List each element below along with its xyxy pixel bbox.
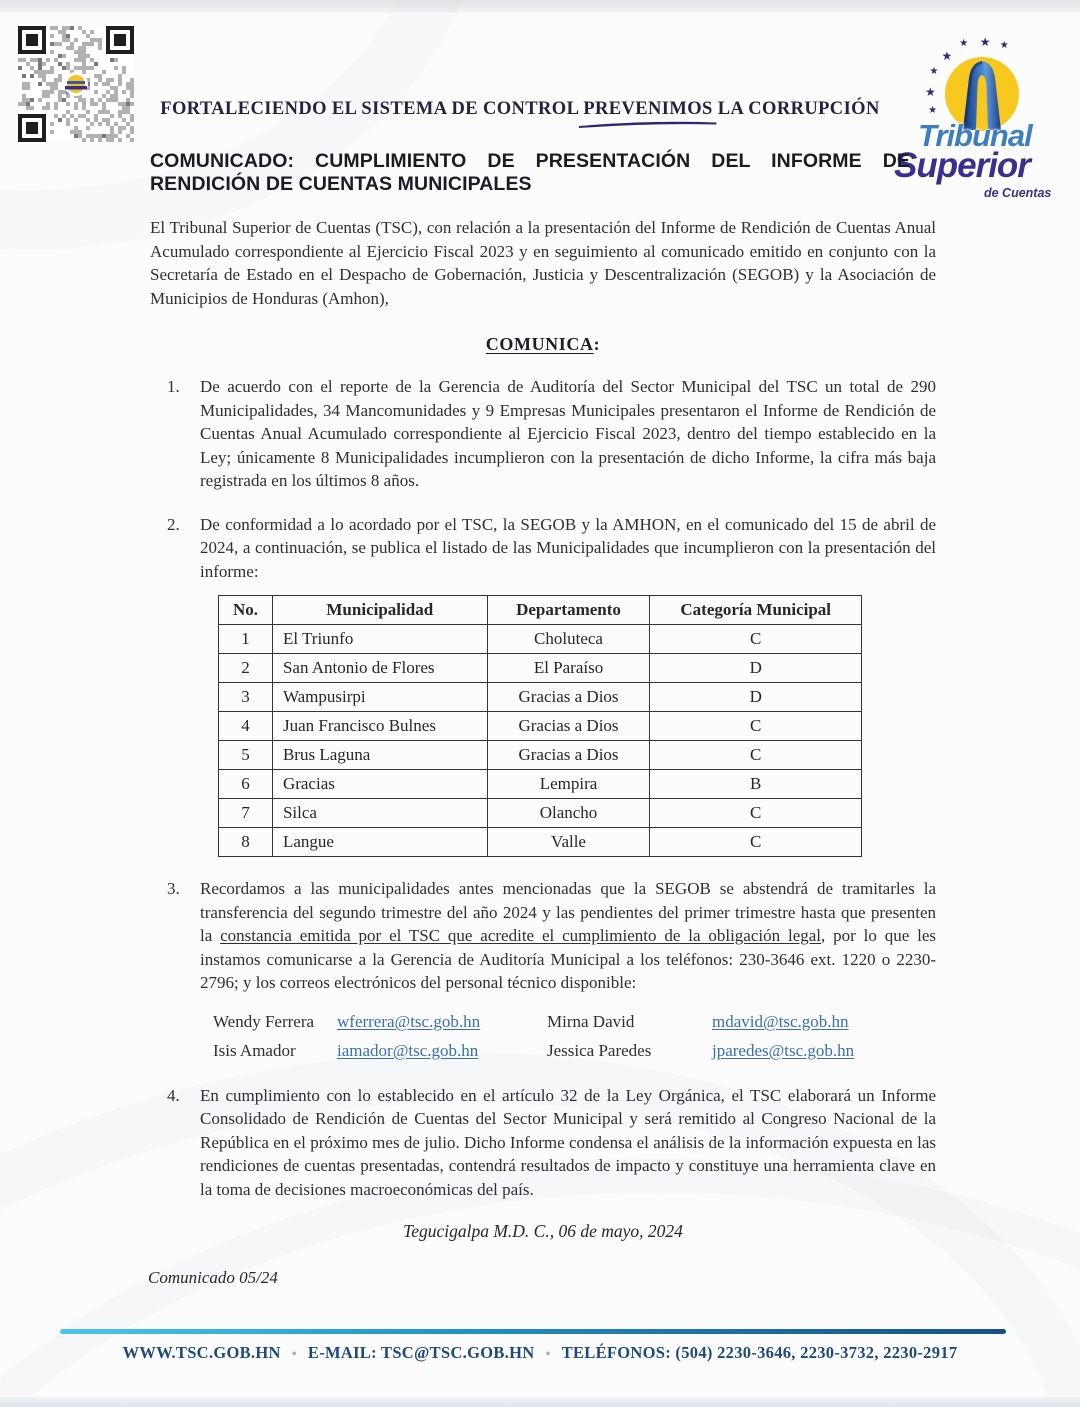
table-cell: 2: [219, 654, 273, 683]
table-row: [219, 741, 862, 770]
item-number: 4.: [167, 1085, 180, 1105]
column-header-departamento: Departamento: [487, 596, 650, 625]
item-text: Recordamos a las municipalidades antes mencionadas que la SEGOB se abstendrá de tramitarles la transferencia del segundo trimestre del año 2024 y las pendientes del primer trimestre hasta que presenten la constancia emitida por el TSC que acredite el cumplimiento de la obligación legal, por lo que les instamos comunicarse a la Gerencia de Auditoría Municipal a los teléfonos: 230-3646 ext. 1220 o 2230-2796; y los correos electrónicos del personal técnico disponible:: [200, 879, 936, 992]
footer-email: E-MAIL: TSC@TSC.GOB.HN: [307, 1343, 535, 1362]
table-cell: 8: [219, 828, 273, 857]
table-row: [219, 828, 862, 857]
dateline: Tegucigalpa M.D. C., 06 de mayo, 2024: [403, 1221, 683, 1241]
table-cell: 1: [219, 625, 273, 654]
title-line: RENDICIÓN DE CUENTAS MUNICIPALES: [150, 173, 532, 195]
document-body: [150, 150, 936, 1288]
column-header-no: No.: [219, 596, 273, 625]
contact-name: Wendy Ferrera: [213, 1011, 315, 1031]
table-cell: D: [650, 683, 862, 712]
star-icon: ★: [925, 85, 936, 100]
contact-email-link[interactable]: mdavid@tsc.gob.hn: [712, 1011, 849, 1031]
tagline-text: FORTALECIENDO EL SISTEMA DE CONTROL: [160, 99, 584, 119]
table-row: [219, 625, 862, 654]
table-cell: D: [650, 654, 862, 683]
title-line: COMUNICADO: CUMPLIMIENTO DE PRESENTACIÓN DEL INFORME DE: [150, 150, 910, 172]
item-text: De acuerdo con el reporte de la Gerencia de Auditoría del Sector Municipal del TSC un total de 290 Municipalidades, 34 Mancomunidades y 9 Empresas Municipales presentaron el Informe de Rendición de Cuentas Anual Acumulado correspondiente al Ejercicio Fiscal 2023, dentro del tiempo establecido en la Ley; únicamente 8 Municipalidades incumplieron con la presentación de dicho Informe, la cifra más baja registrada en los últimos 8 años.: [200, 377, 936, 490]
page-top-edge: [0, 0, 1080, 13]
item-number: 1.: [167, 377, 180, 396]
table-cell: B: [650, 770, 862, 799]
footer-divider-bar: [60, 1329, 1006, 1334]
tagline-emphasis: PREVENIMOS: [583, 99, 712, 120]
list-item-2: [150, 513, 936, 584]
logo-word-tribunal: Tribunal: [918, 118, 1032, 153]
star-icon: ★: [929, 65, 939, 77]
table-cell: Brus Laguna: [272, 741, 487, 770]
bullet-separator-icon: •: [545, 1347, 551, 1362]
table-cell: C: [650, 712, 862, 741]
item-number: 2.: [167, 514, 180, 534]
table-cell: Juan Francisco Bulnes: [272, 712, 487, 741]
document-title: [150, 150, 910, 196]
table-row: [219, 712, 862, 741]
table-cell: Gracias a Dios: [487, 712, 650, 741]
table-row: [219, 799, 862, 828]
table-row: [219, 683, 862, 712]
table-cell: Valle: [487, 828, 650, 857]
table-cell: C: [650, 625, 862, 654]
underlined-phrase: constancia emitida por el TSC que acredite el cumplimiento de la obligación legal: [220, 926, 822, 945]
item-text: De conformidad a lo acordado por el TSC, la SEGOB y la AMHON, en el comunicado del 15 de abril de 2024, a continuación, se publica el listado de las Municipalidades que incumplieron con la presentación del informe:: [200, 514, 936, 581]
contact-email-link[interactable]: jparedes@tsc.gob.hn: [712, 1040, 855, 1060]
contact-email-link[interactable]: wferrera@tsc.gob.hn: [337, 1011, 481, 1031]
logo-word-superior: Superior: [894, 146, 1030, 185]
table-cell: Langue: [272, 828, 487, 857]
contact-name: Mirna David: [547, 1011, 635, 1031]
list-item-3: [150, 877, 936, 995]
contact-name: Jessica Paredes: [547, 1040, 652, 1060]
tagline-text: LA CORRUPCIÓN: [712, 99, 880, 119]
item-number: 3.: [167, 879, 180, 898]
table-cell: Lempira: [487, 770, 650, 799]
column-header-categoria: Categoría Municipal: [650, 596, 862, 625]
table-cell: San Antonio de Flores: [272, 654, 487, 683]
star-icon: ★: [928, 104, 938, 116]
logo-word-de-cuentas: de Cuentas: [984, 186, 1052, 200]
comunica-heading: COMUNICA:: [485, 334, 601, 354]
table-header-row: [219, 596, 862, 625]
star-icon: ★: [959, 38, 969, 50]
table-cell: C: [650, 741, 862, 770]
star-icon: ★: [941, 48, 953, 63]
table-cell: Wampusirpi: [272, 683, 487, 712]
list-item-4: [150, 1084, 936, 1202]
intro-paragraph: El Tribunal Superior de Cuentas (TSC), con relación a la presentación del Informe de Rendición de Cuentas Anual Acumulado correspondiente al Ejercicio Fiscal 2023 y en seguimiento al comunicado emitido en conjunto con la Secretaría de Estado en el Despacho de Gobernación, Justicia y Descentralización (SEGOB) y la Asociación de Municipios de Honduras (Amhon),: [150, 218, 936, 308]
table-cell: 5: [219, 741, 273, 770]
table-cell: Gracias: [272, 770, 487, 799]
table-cell: 6: [219, 770, 273, 799]
footer-phones: TELÉFONOS: (504) 2230-3646, 2230-3732, 2230-2917: [561, 1343, 958, 1362]
star-icon: ★: [979, 35, 991, 50]
table-row: [219, 770, 862, 799]
footer-website: WWW.TSC.GOB.HN: [122, 1343, 281, 1362]
footer-contact-line: [0, 1343, 1080, 1363]
document-number: Comunicado 05/24: [148, 1268, 278, 1287]
bullet-separator-icon: •: [291, 1347, 297, 1362]
table-cell: C: [650, 828, 862, 857]
table-row: [219, 654, 862, 683]
table-cell: El Paraíso: [487, 654, 650, 683]
table-cell: Gracias a Dios: [487, 683, 650, 712]
table-cell: Olancho: [487, 799, 650, 828]
table-cell: 3: [219, 683, 273, 712]
item-text: En cumplimiento con lo establecido en el artículo 32 de la Ley Orgánica, el TSC elaborará un Informe Consolidado de Rendición de Cuentas del Sector Municipal y será remitido al Congreso Nacional de la República en el próximo mes de julio. Dicho Informe condensa el análisis de la información expuesta en las rendiciones de cuentas presentadas, contendrá resultados de impacto y constituye una herramienta clave en la toma de decisiones macroeconómicas del país.: [200, 1085, 936, 1199]
table-cell: El Triunfo: [272, 625, 487, 654]
table-cell: Choluteca: [487, 625, 650, 654]
table-cell: Silca: [272, 799, 487, 828]
contact-list: [213, 1009, 936, 1064]
header-tagline: [150, 99, 890, 120]
table-cell: 4: [219, 712, 273, 741]
municipalities-table: [218, 595, 862, 857]
table-cell: Gracias a Dios: [487, 741, 650, 770]
column-header-municipalidad: Municipalidad: [272, 596, 487, 625]
contact-name: Isis Amador: [213, 1040, 296, 1060]
table-cell: C: [650, 799, 862, 828]
qr-code: [18, 26, 134, 142]
contact-email-link[interactable]: iamador@tsc.gob.hn: [337, 1040, 479, 1060]
page-bottom-edge: [0, 1397, 1080, 1407]
list-item-1: [150, 375, 936, 493]
table-cell: 7: [219, 799, 273, 828]
swoosh-underline-icon: [579, 120, 716, 129]
star-icon: ★: [999, 40, 1009, 52]
